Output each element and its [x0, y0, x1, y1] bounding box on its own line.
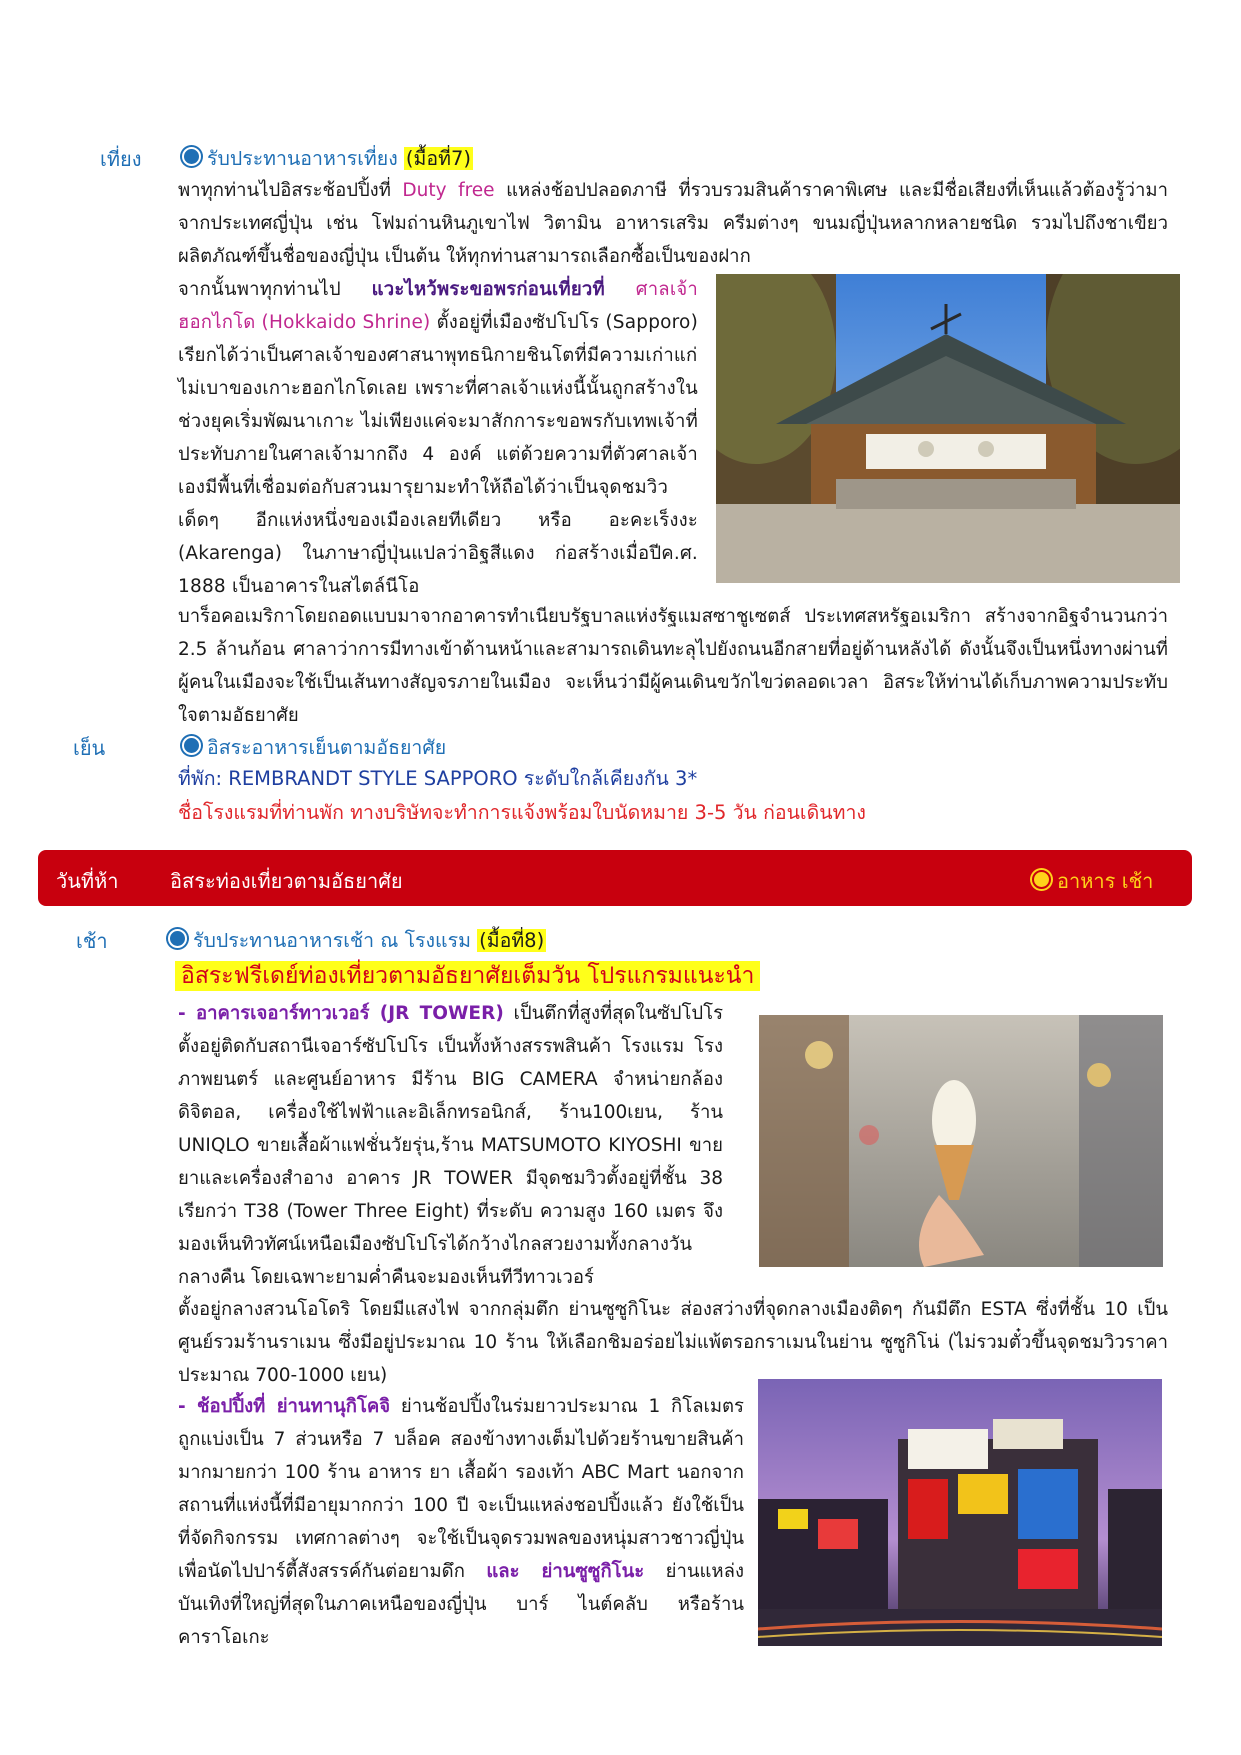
- plate-utensils-icon: [1032, 870, 1051, 889]
- time-label-morning: เช้า: [76, 929, 108, 953]
- shrine-pre: จากนั้นพาทุกท่านไป: [178, 279, 341, 300]
- susukino-night-photo: [758, 1379, 1162, 1646]
- tanukikoji-paragraph: [178, 1390, 744, 1654]
- shrine-bold: แวะไหว้พระขอพรก่อนเที่ยวที่: [371, 279, 605, 300]
- free-day-title-text: อิสระฟรีเดย์ท่องเที่ยวตามอัธยาศัยเต็มวัน โปรแกรมแนะนำ: [175, 961, 760, 991]
- hokkaido-shrine-photo: [716, 274, 1180, 583]
- day-meal-label: อาหาร เช้า: [1057, 869, 1154, 893]
- time-label-lunch: เที่ยง: [100, 147, 142, 171]
- intro-pre: พาทุกท่านไปอิสระช้อปปิ้งที่: [178, 180, 391, 201]
- plate-utensils-icon: [182, 147, 201, 166]
- time-label-evening: เย็น: [73, 736, 106, 760]
- duty-free-link: Duty free: [402, 180, 495, 201]
- jr-tower-title: - อาคารเจอาร์ทาวเวอร์ (JR TOWER): [178, 1003, 504, 1024]
- morning-meal-badge: (มื้อที่8): [479, 929, 545, 952]
- hotel-info: ที่พัก: REMBRANDT STYLE SAPPORO ระดับใกล้เคียงกัน 3*: [178, 767, 698, 790]
- susukino-title: และ ย่านซูซูกิโนะ: [486, 1561, 645, 1582]
- shrine-post: ตั้งอยู่ที่เมืองซัปโปโร (Sapporo) เรียกได้ว่าเป็นศาลเจ้าของศาสนาพุทธนิกายชินโตที่มีความเก่าแก่ไม่เบาของเกาะฮอกไกโดเลย เพราะที่ศาลเจ้าแห่งนี้นั้นถูกสร้างในช่วงยุคเริ่มพัฒนาเกาะ ไม่เพียงแค่จะมาสักการะขอพรกับเทพเจ้าที่ประทับภายในศาลเจ้ามากถึง 4 องค์ แต่ด้วยความที่ตัวศาลเจ้าเองมีพื้นที่เชื่อมต่อกับสวนมารุยามะทำให้ถือได้ว่าเป็นจุดชมวิวเด็ดๆ อีกแห่งหนึ่งของเมืองเลยทีเดียว หรือ อะคะเร็งงะ (Akarenga) ในภาษาญี่ปุ่นแปลว่าอิฐสีแดง ก่อสร้างเมื่อปีค.ศ. 1888 เป็นอาคารในสไตล์นีโอ: [178, 312, 698, 597]
- jr-tower-continuation: ตั้งอยู่กลางสวนโอโดริ โดยมีแสงไฟ จากกลุ่มตึก ย่านซูซูกิโนะ ส่องสว่างที่จุดกลางเมืองติดๆ กันมีตึก ESTA ซึ่งที่ชั้น 10 เป็น ศูนย์รวมร้านราเมน ซึ่งมีอยู่ประมาณ 10 ร้าน ให้เลือกชิมอร่อยไม่แพ้ตรอกราเมนในย่าน ซูซูกิโน่ (ไม่รวมตั๋วขึ้นจุดชมวิวราคาประมาณ 700-1000 เยน): [178, 1299, 1168, 1386]
- day-title: อิสระท่องเที่ยวตามอัธยาศัย: [170, 869, 403, 893]
- shrine-continuation: บาร็อคอเมริกาโดยถอดแบบมาจากอาคารทำเนียบรัฐบาลแห่งรัฐแมสซาชูเซตส์ ประเทศสหรัฐอเมริกา สร้างจากอิฐจำนวนกว่า 2.5 ล้านก้อน ศาลาว่าการมีทางเข้าด้านหน้าและสามารถเดินทะลุไปยังถนนอีกสายที่อยู่ด้านหลังได้ ดังนั้นจึงเป็นหนึ่งทางผ่านที่ผู้คนในเมืองจะใช้เป็นเส้นทางสัญจรภายในเมือง จะเห็นว่ามีผู้คนเดินขวักไขว่ตลอดเวลา อิสระให้ท่านได้เก็บภาพความประทับใจตามอัธยาศัย: [178, 606, 1168, 726]
- tanukikoji-text: ย่านช้อปปิ้งในร่มยาวประมาณ 1 กิโลเมตร ถูกแบ่งเป็น 7 ส่วนหรือ 7 บล็อค สองข้างทางเต็มไปด้วยร้านขายสินค้ามากมายกว่า 100 ร้าน อาหาร ยา เสื้อผ้า รองเท้า ABC Mart นอกจากสถานที่แห่งนี้ที่มีอายุมากกว่า 100 ปี จะเป็นแหล่งชอปปิ้งแล้ว ยังใช้เป็นที่จัดกิจกรรม เทศกาลต่างๆ จะใช้เป็นจุดรวมพลของหนุ่มสาวชาวญี่ปุ่น เพื่อนัดไปปาร์ตี้สังสรรค์กันต่อยามดึก: [178, 1396, 744, 1582]
- tanukikoji-title: - ช้อปปิ้งที่ ย่านทานุกิโคจิ: [178, 1396, 391, 1417]
- shrine-name: ศาลเจ้าฮอกไกโด (Hokkaido Shrine): [178, 279, 698, 333]
- shrine-illustration: [716, 274, 1180, 583]
- susukino-illustration: [758, 1379, 1162, 1646]
- free-day-title: [175, 958, 760, 994]
- day-meal-summary: [1028, 865, 1153, 897]
- hotel-note: ชื่อโรงแรมที่ท่านพัก ทางบริษัทจะทำการแจ้งพร้อมใบนัดหมาย 3-5 วัน ก่อนเดินทาง: [178, 801, 866, 824]
- jr-tower-text: เป็นตึกที่สูงที่สุดในซัปโปโรตั้งอยู่ติดกับสถานีเจอาร์ซัปโปโร เป็นทั้งห้างสรรพสินค้า โรงแรม โรงภาพยนตร์ และศูนย์อาหาร มีร้าน BIG CAMERA จำหน่ายกล้องดิจิตอล, เครื่องใช้ไฟฟ้าและอิเล็กทรอนิกส์, ร้าน100เยน, ร้าน UNIQLO ขายเสื้อผ้าแฟชั่นวัยรุ่น,ร้าน MATSUMOTO KIYOSHI ขายยาและเครื่องสำอาง อาคาร JR TOWER มีจุดชมวิวตั้งอยู่ที่ชั้น 38 เรียกว่า T38 (Tower Three Eight) ที่ระดับ ความสูง 160 เมตร จึงมองเห็นทิวทัศน์เหนือเมืองซัปโปโรได้กว้างไกลสวยงามทั้งกลางวัน กลางคืน โดยเฉพาะยามค่ำคืนจะมองเห็นทีวีทาวเวอร์: [178, 1003, 724, 1288]
- evening-meal-text: อิสระอาหารเย็นตามอัธยาศัย: [207, 736, 447, 759]
- lunch-meal-text: รับประทานอาหารเที่ยง: [207, 147, 398, 170]
- day-label: วันที่ห้า: [56, 869, 119, 893]
- evening-meal-heading: [178, 732, 446, 763]
- icecream-illustration: [759, 1015, 1163, 1267]
- morning-meal-heading: [164, 925, 546, 956]
- shopping-street-icecream-photo: [759, 1015, 1163, 1267]
- shrine-paragraph: [178, 273, 698, 603]
- jr-tower-paragraph: [178, 997, 723, 1294]
- lunch-meal-heading: [178, 143, 473, 174]
- susukino-text: ย่านแหล่งบันเทิงที่ใหญ่ที่สุดในภาคเหนือของญี่ปุ่น บาร์ ไนต์คลับ หรือร้านคาราโอเกะ: [178, 1561, 744, 1648]
- intro-post: แหล่งช้อปปลอดภาษี ที่รวบรวมสินค้าราคาพิเศษ และมีชื่อเสียงที่เห็นแล้วต้องรู้ว่ามาจากประเทศญี่ปุ่น เช่น โฟมถ่านหินภูเขาไฟ วิตามิน อาหารเสริม ครีมต่างๆ ขนมญี่ปุ่นหลากหลายชนิด รวมไปถึงชาเขียว ผลิตภัณฑ์ขึ้นชื่อของญี่ปุ่น เป็นต้น ให้ทุกท่านสามารถเลือกซื้อเป็นของฝาก: [178, 180, 1168, 267]
- day-five-header-bar: [38, 850, 1192, 906]
- lunch-intro-paragraph: [178, 174, 1168, 273]
- plate-utensils-icon: [182, 736, 201, 755]
- lunch-meal-badge: (มื้อที่7): [405, 147, 471, 170]
- morning-meal-text: รับประทานอาหารเช้า ณ โรงแรม: [193, 929, 471, 952]
- plate-utensils-icon: [168, 929, 187, 948]
